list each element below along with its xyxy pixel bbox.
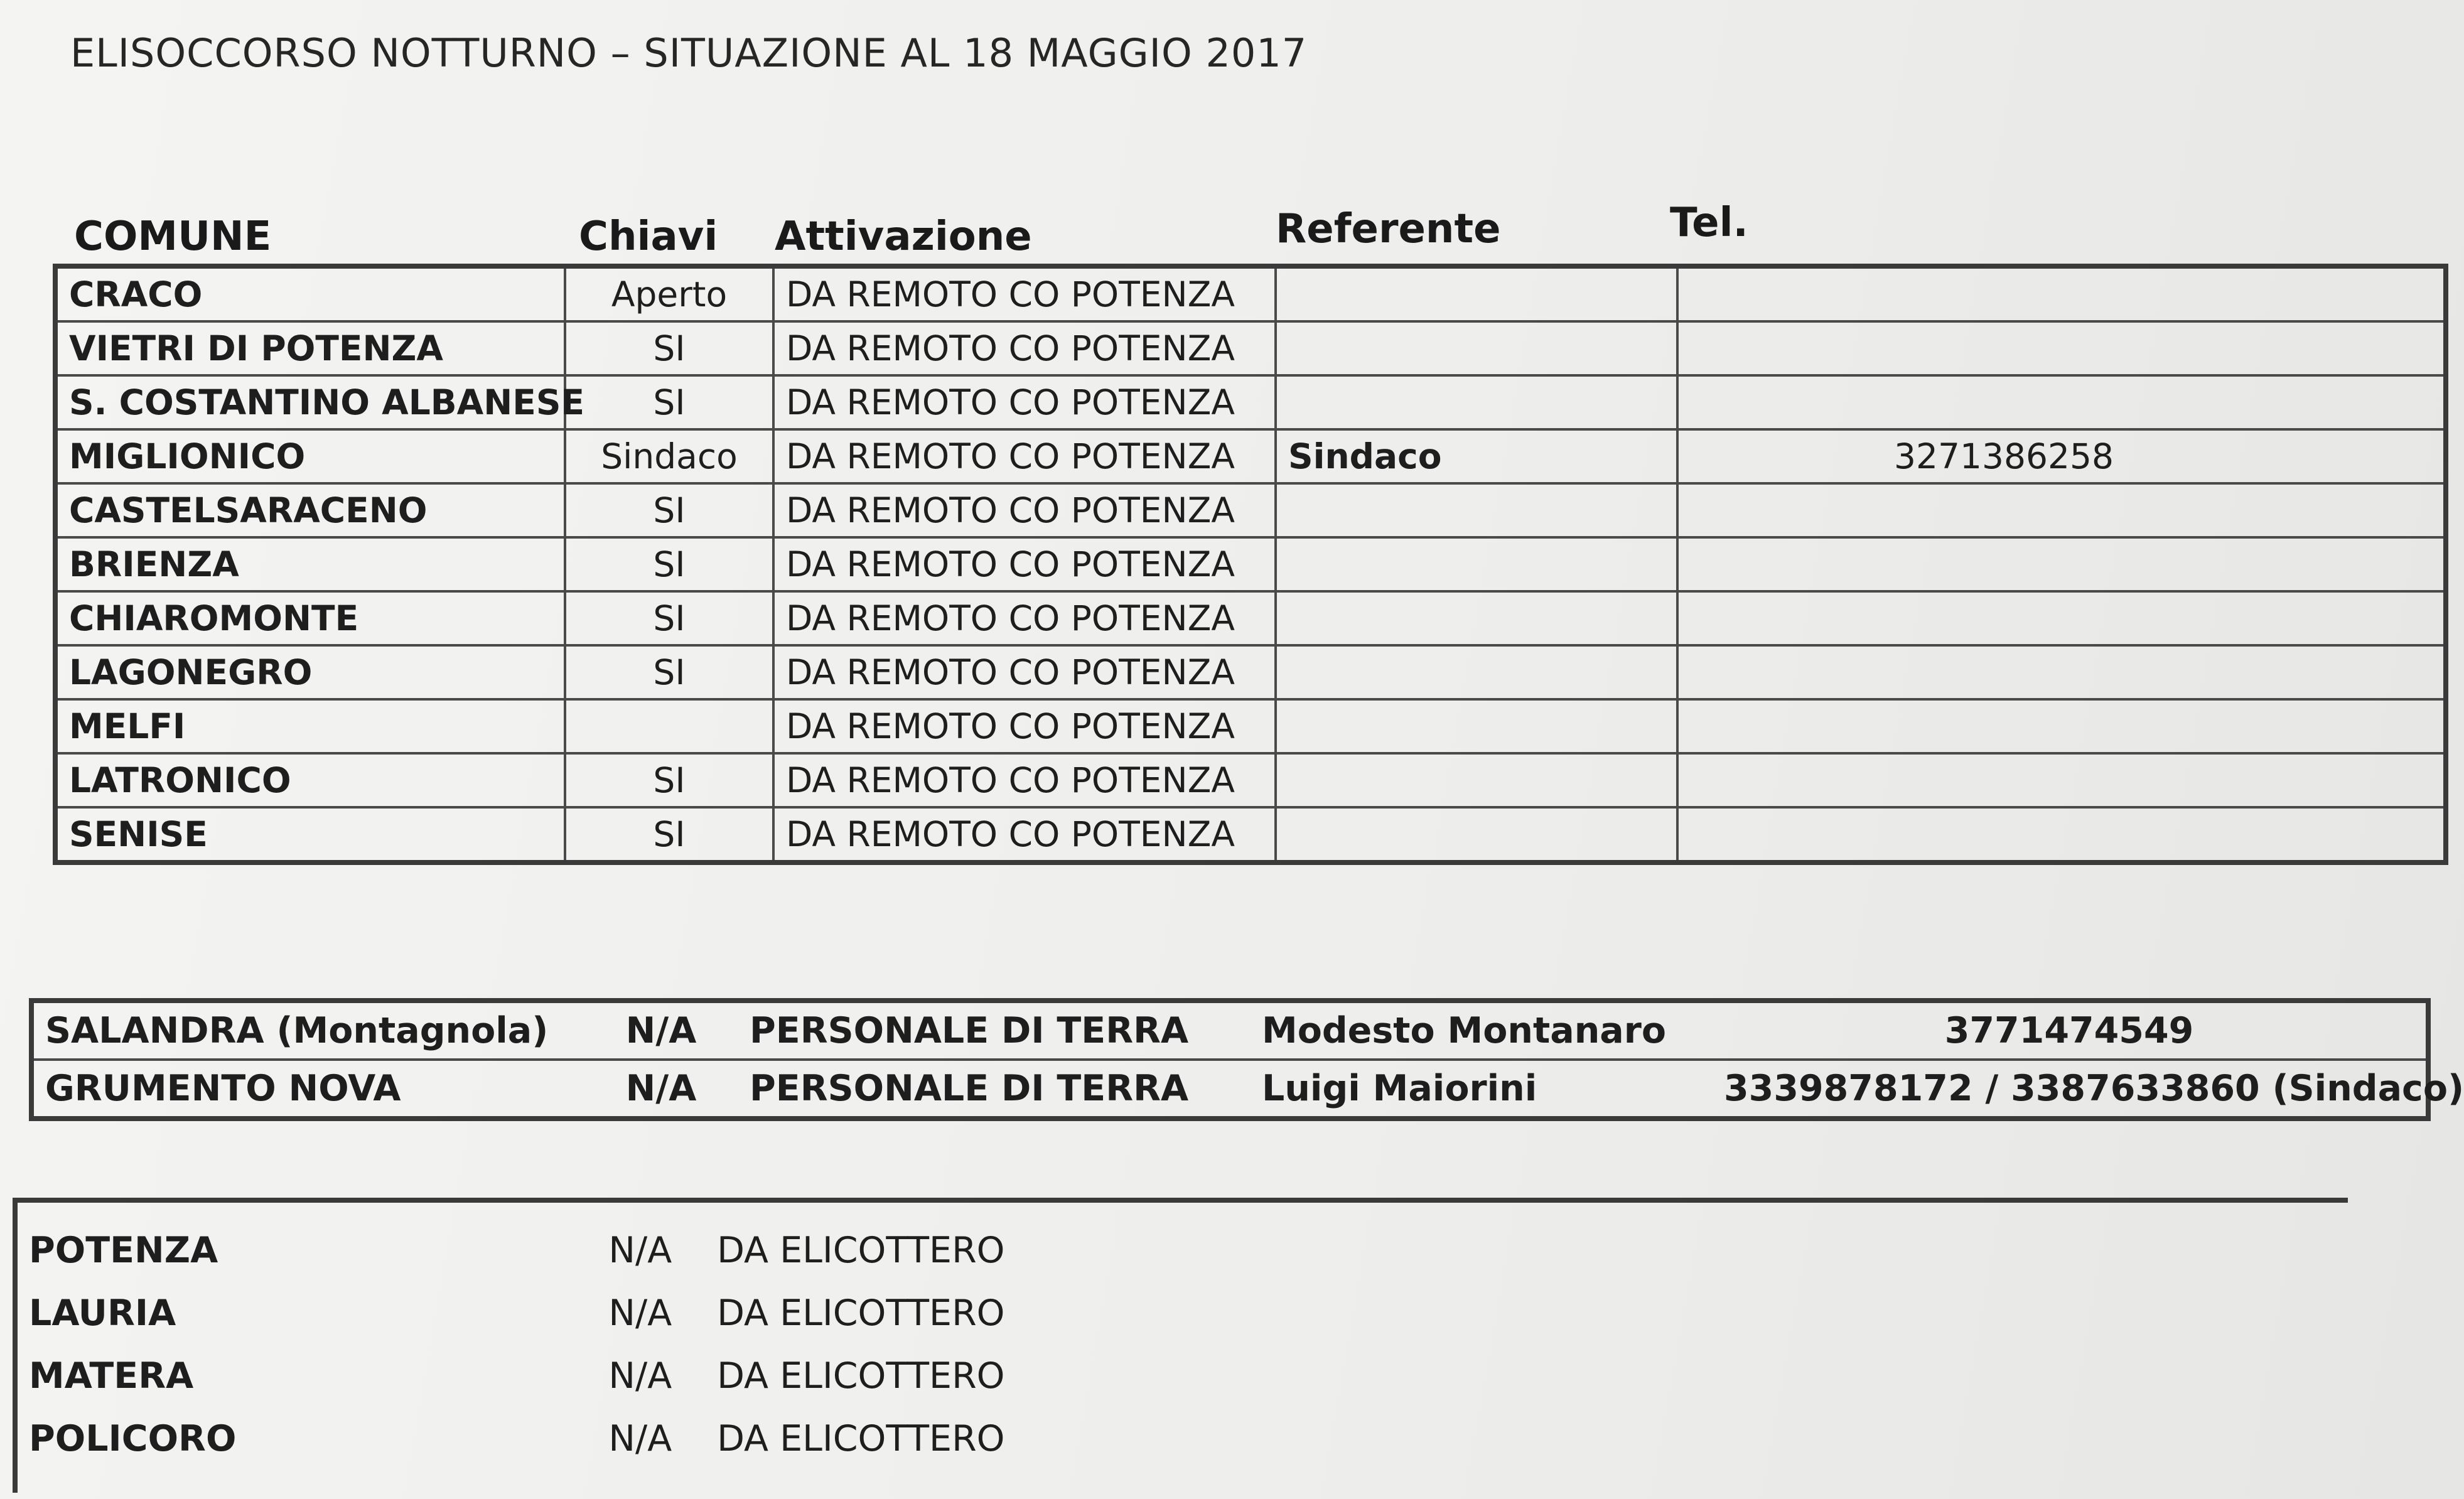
table-row: [55, 753, 2446, 807]
cell-chiavi: SI: [565, 537, 773, 591]
cell-comune: LATRONICO: [55, 753, 565, 807]
cell-comune: SENISE: [55, 807, 565, 862]
cell-chiavi: SI: [565, 807, 773, 862]
cell-attivazione: DA REMOTO CO POTENZA: [773, 429, 1276, 483]
cell-referente: [1276, 537, 1677, 591]
cell-attivazione: PERSONALE DI TERRA: [750, 1068, 1189, 1109]
cell-attivazione: DA REMOTO CO POTENZA: [773, 375, 1276, 429]
cell-comune: MELFI: [55, 699, 565, 753]
cell-tel: [1677, 591, 2446, 645]
cell-referente: Luigi Maiorini: [1262, 1068, 1537, 1109]
cell-chiavi: SI: [565, 645, 773, 699]
cell-tel: [1677, 483, 2446, 537]
cell-chiavi: N/A: [584, 1001, 738, 1060]
cell-comune: S. COSTANTINO ALBANESE: [55, 375, 565, 429]
cell-attivazione: DA REMOTO CO POTENZA: [773, 321, 1276, 375]
cell-chiavi: SI: [565, 375, 773, 429]
cell-referente: Sindaco: [1276, 429, 1677, 483]
header-comune: COMUNE: [74, 213, 272, 260]
header-attivazione: Attivazione: [775, 213, 1032, 260]
cell-comune: POTENZA: [29, 1230, 218, 1271]
cell-referente: [1276, 321, 1677, 375]
cell-comune: VIETRI DI POTENZA: [55, 321, 565, 375]
cell-tel: 3339878172 / 3387633860 (Sindaco): [1724, 1068, 2464, 1109]
cell-tel: [1677, 321, 2446, 375]
table-row: [55, 266, 2446, 321]
cell-referente: Modesto Montanaro: [1251, 1001, 1713, 1060]
cell-chiavi: SI: [565, 483, 773, 537]
cell-chiavi: SI: [565, 591, 773, 645]
table-row: [55, 591, 2446, 645]
cell-chiavi: SI: [565, 321, 773, 375]
cell-tel: [1677, 266, 2446, 321]
cell-tel: [1677, 375, 2446, 429]
cell-attivazione: DA REMOTO CO POTENZA: [773, 753, 1276, 807]
cell-chiavi: [565, 699, 773, 753]
cell-tel: [1677, 537, 2446, 591]
cell-comune: CHIAROMONTE: [55, 591, 565, 645]
cell-attivazione: DA REMOTO CO POTENZA: [773, 537, 1276, 591]
table-row: [31, 1001, 2428, 1060]
cell-referente: [1276, 375, 1677, 429]
table-row: [55, 537, 2446, 591]
cell-comune: SALANDRA (Montagnola): [31, 1001, 584, 1060]
cell-referente: [1276, 753, 1677, 807]
cell-attivazione: DA REMOTO CO POTENZA: [773, 645, 1276, 699]
cell-tel: [1677, 645, 2446, 699]
table-row: [18, 1407, 1085, 1470]
cell-tel: [1677, 753, 2446, 807]
table-row: [55, 699, 2446, 753]
cell-chiavi: Aperto: [565, 266, 773, 321]
table-row: [55, 645, 2446, 699]
cell-attivazione: PERSONALE DI TERRA: [738, 1001, 1251, 1060]
table-row: [55, 807, 2446, 862]
cell-attivazione: DA ELICOTTERO: [717, 1292, 1005, 1334]
cell-chiavi: N/A: [608, 1418, 672, 1459]
cell-comune: LAGONEGRO: [55, 645, 565, 699]
table-row: [18, 1282, 1085, 1345]
table-row: [55, 483, 2446, 537]
cell-referente: [1276, 266, 1677, 321]
cell-referente: [1276, 591, 1677, 645]
table-row: [55, 321, 2446, 375]
table-row: [18, 1219, 1085, 1282]
cell-comune: POLICORO: [29, 1418, 237, 1459]
cell-comune: CASTELSARACENO: [55, 483, 565, 537]
cell-attivazione: DA ELICOTTERO: [717, 1418, 1005, 1459]
cell-tel: 3271386258: [1677, 429, 2446, 483]
cell-attivazione: DA REMOTO CO POTENZA: [773, 807, 1276, 862]
cell-tel: 3771474549: [1713, 1001, 2428, 1060]
cell-attivazione: DA REMOTO CO POTENZA: [773, 699, 1276, 753]
cell-chiavi: N/A: [608, 1355, 672, 1397]
cell-tel: [1677, 699, 2446, 753]
remote-activation-table: [53, 264, 2448, 865]
cell-comune: BRIENZA: [55, 537, 565, 591]
cell-referente: [1276, 807, 1677, 862]
cell-referente: [1276, 699, 1677, 753]
cell-referente: [1276, 483, 1677, 537]
cell-tel: [1677, 807, 2446, 862]
page-title: ELISOCCORSO NOTTURNO – SITUAZIONE AL 18 MAGGIO 2017: [70, 30, 1308, 76]
cell-chiavi: N/A: [608, 1292, 672, 1334]
cell-comune: LAURIA: [29, 1292, 176, 1334]
cell-comune: CRACO: [55, 266, 565, 321]
cell-chiavi: SI: [565, 753, 773, 807]
cell-attivazione: DA ELICOTTERO: [717, 1230, 1005, 1271]
cell-comune: MATERA: [29, 1355, 194, 1397]
header-referente: Referente: [1276, 206, 1501, 252]
cell-comune: GRUMENTO NOVA: [45, 1068, 401, 1109]
table-row: [55, 375, 2446, 429]
cell-referente: [1276, 645, 1677, 699]
cell-attivazione: DA REMOTO CO POTENZA: [773, 591, 1276, 645]
table-row: [18, 1345, 1085, 1407]
cell-comune: MIGLIONICO: [55, 429, 565, 483]
cell-chiavi: Sindaco: [565, 429, 773, 483]
table-row: [55, 429, 2446, 483]
header-chiavi: Chiavi: [579, 213, 718, 260]
cell-chiavi: N/A: [625, 1068, 697, 1109]
cell-chiavi: N/A: [608, 1230, 672, 1271]
cell-attivazione: DA ELICOTTERO: [717, 1355, 1005, 1397]
table-row: [31, 1060, 2428, 1119]
helicopter-activation-table: [18, 1219, 1085, 1470]
cell-attivazione: DA REMOTO CO POTENZA: [773, 266, 1276, 321]
cell-attivazione: DA REMOTO CO POTENZA: [773, 483, 1276, 537]
ground-staff-table: [29, 998, 2464, 1121]
header-tel: Tel.: [1670, 200, 1748, 246]
